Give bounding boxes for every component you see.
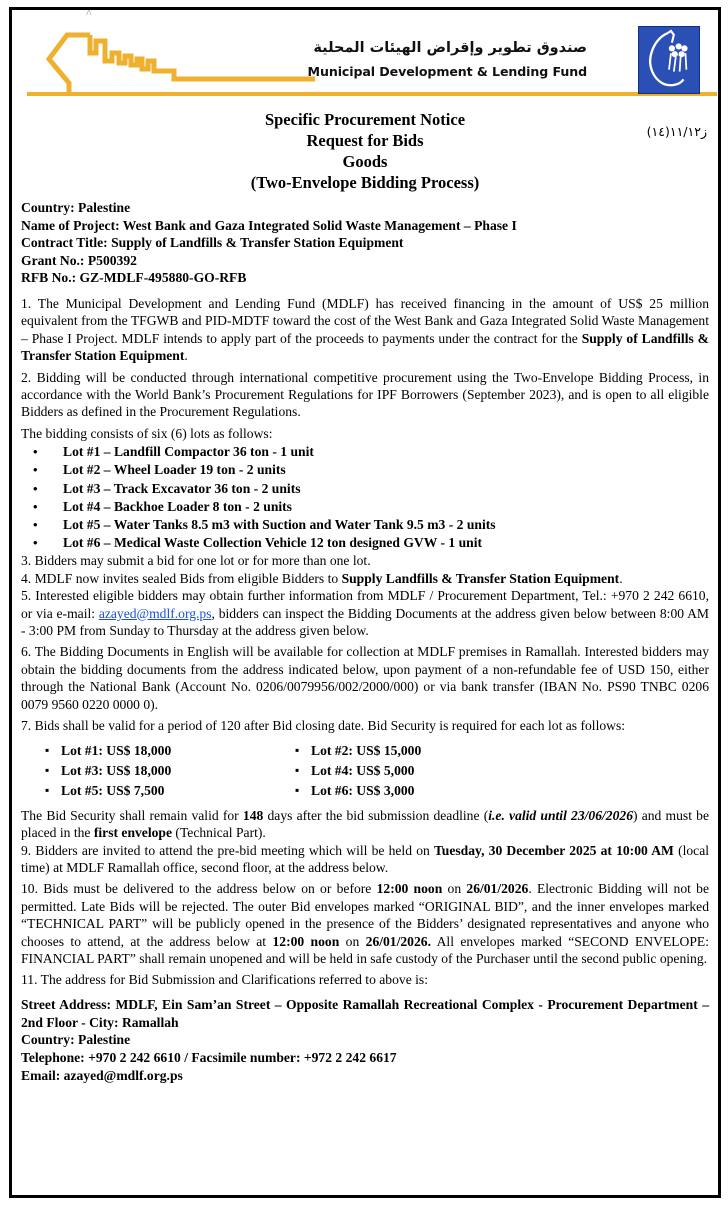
lots-list — [21, 443, 709, 552]
project-meta-block — [21, 199, 709, 287]
paragraph-2: 2. Bidding will be conducted through international competitive procurement using the Two-Envelope Bidding Process, in accordance with the World Bank’s Procurement Regulations for IPF Borrowers (September 2023), and is open to all eligible Bidders as defined in the Procurement Regulations. — [21, 369, 709, 420]
list-item: • Lot #1 – Landfill Compactor 36 ton - 1 unit — [21, 443, 709, 461]
bid-security-item: ▪ Lot #5: US$ 7,500 — [45, 782, 295, 800]
address-email: Email: azayed@mdlf.org.ps — [21, 1067, 183, 1083]
title-line-1: Specific Procurement Notice — [264, 110, 466, 129]
scan-artifact: ^ — [86, 7, 91, 19]
bid-security-item: ▪ Lot #1: US$ 18,000 — [45, 742, 295, 760]
list-item: • Lot #6 – Medical Waste Collection Vehicle 12 ton designed GVW - 1 unit — [21, 534, 709, 552]
address-block — [21, 996, 709, 1085]
paragraph-7: 7. Bids shall be valid for a period of 120 after Bid closing date. Bid Security is required for each lot as follows: — [21, 718, 626, 734]
paragraph-10: 10. Bids must be delivered to the address below on or before 12:00 noon on 26/01/2026. Electronic Bidding will not be permitted. Late Bids will be rejected. The outer Bid envelopes marked “ORIGINAL BID”, and the inner envelopes marked “TECHNICAL PART” will be publicly opened in the presence of the Bidders’ designated representatives and anyone who chooses to attend, at the address below at 12:00 noon on 26/01/2026. All envelopes marked “SECOND ENVELOPE: FINANCIAL PART” shall remain unopened and will be held in safe custody of the Purchaser until the second public opening. — [21, 881, 710, 966]
address-street: Street Address: MDLF, Ein Sam’an Street – Opposite Ramallah Recreational Complex - Procurement Department – 2nd Floor - City: Ramallah — [21, 996, 709, 1030]
bid-security-item: ▪ Lot #3: US$ 18,000 — [45, 762, 295, 780]
bid-security-item: ▪ Lot #2: US$ 15,000 — [295, 742, 709, 760]
organization-name-arabic: صندوق تطوير وإقراض الهيئات المحلية — [313, 40, 587, 56]
skyline-graphic — [27, 31, 317, 93]
bid-security-table — [21, 742, 709, 801]
address-telephone: Telephone: +970 2 242 6610 / Facsimile number: +972 2 242 6617 — [21, 1050, 397, 1066]
header-accent-rule — [27, 92, 717, 96]
paragraph-5: 5. Interested eligible bidders may obtain further information from MDLF / Procurement Department, Tel.: +970 2 242 6610, or via e-mail: azayed@mdlf.org.ps, bidders can inspect the Bidding Documents at the address given below between 8:00 AM - 3:00 PM from Sunday to Thursday at the address given below. — [21, 588, 709, 639]
title-line-4: (Two-Envelope Bidding Process) — [250, 173, 480, 192]
list-item: • Lot #4 – Backhoe Loader 8 ton - 2 units — [21, 498, 709, 516]
paragraph-11: 11. The address for Bid Submission and Clarifications referred to above is: — [21, 972, 428, 988]
document-titles — [21, 109, 709, 193]
paragraph-9: 9. Bidders are invited to attend the pre-bid meeting which will be held on Tuesday, 30 December 2025 at 10:00 AM (local time) at MDLF Ramallah office, second floor, at the address below. — [21, 842, 710, 875]
title-line-3: Goods — [342, 152, 388, 171]
organization-name-english: Municipal Development & Lending Fund — [307, 64, 587, 79]
list-item: • Lot #3 – Track Excavator 36 ton - 2 units — [21, 480, 709, 498]
paragraph-6: 6. The Bidding Documents in English will be available for collection at MDLF premises in Ramallah. Interested bidders may obtain the bidding documents from the address indicated below, upon payment of a non-refundable fee of USD 150, either through the National Bank (Account No. 0206/0079956/002/2000/000) or via bank transfer (IBAN No. PS90 TNBC 0206 0079 9560 0220 0000 0). — [21, 644, 709, 712]
paragraph-4: 4. MDLF now invites sealed Bids from eligible Bidders to Supply Landfills & Transfer Station Equipment. — [21, 570, 623, 586]
meta-contract: Contract Title: Supply of Landfills & Transfer Station Equipment — [21, 235, 404, 251]
meta-country: Country: Palestine — [21, 200, 131, 215]
document-header — [21, 14, 709, 104]
paragraph-3: 3. Bidders may submit a bid for one lot or for more than one lot. — [21, 553, 371, 569]
title-line-2: Request for Bids — [306, 131, 424, 150]
meta-grant: Grant No.: P500392 — [21, 252, 137, 268]
list-item: • Lot #2 – Wheel Loader 19 ton - 2 units — [21, 461, 709, 479]
address-country: Country: Palestine — [21, 1032, 131, 1048]
paragraph-1: 1. The Municipal Development and Lending Fund (MDLF) has received financing in the amount of US$ 25 million equivalent from the TFGWB and PID-MDTF toward the cost of the West Bank and Gaza Integrated Solid Waste Management – Phase I Project. MDLF intends to apply part of the proceeds to payments under the contract for the Supply of Landfills & Transfer Station Equipment. — [21, 295, 709, 364]
list-item: • Lot #5 – Water Tanks 8.5 m3 with Suction and Water Tank 9.5 m3 - 2 units — [21, 516, 709, 534]
bid-security-item: ▪ Lot #4: US$ 5,000 — [295, 762, 709, 780]
paragraph-8: The Bid Security shall remain valid for 148 days after the bid submission deadline (i.e. valid until 23/06/2026) and must be placed in the first envelope (Technical Part). — [21, 807, 710, 841]
email-link[interactable]: azayed@mdlf.org.ps — [98, 605, 212, 621]
reference-number: ز١١/١٢(١٤) — [646, 124, 707, 139]
mdlf-hand-logo — [638, 26, 700, 94]
lots-intro: The bidding consists of six (6) lots as follows: — [21, 425, 273, 441]
meta-rfb: RFB No.: GZ-MDLF-495880-GO-RFB — [21, 270, 247, 286]
meta-project: Name of Project: West Bank and Gaza Integrated Solid Waste Management – Phase I — [21, 217, 517, 233]
bid-security-item: ▪ Lot #6: US$ 3,000 — [295, 782, 709, 800]
document-page — [9, 7, 721, 1198]
